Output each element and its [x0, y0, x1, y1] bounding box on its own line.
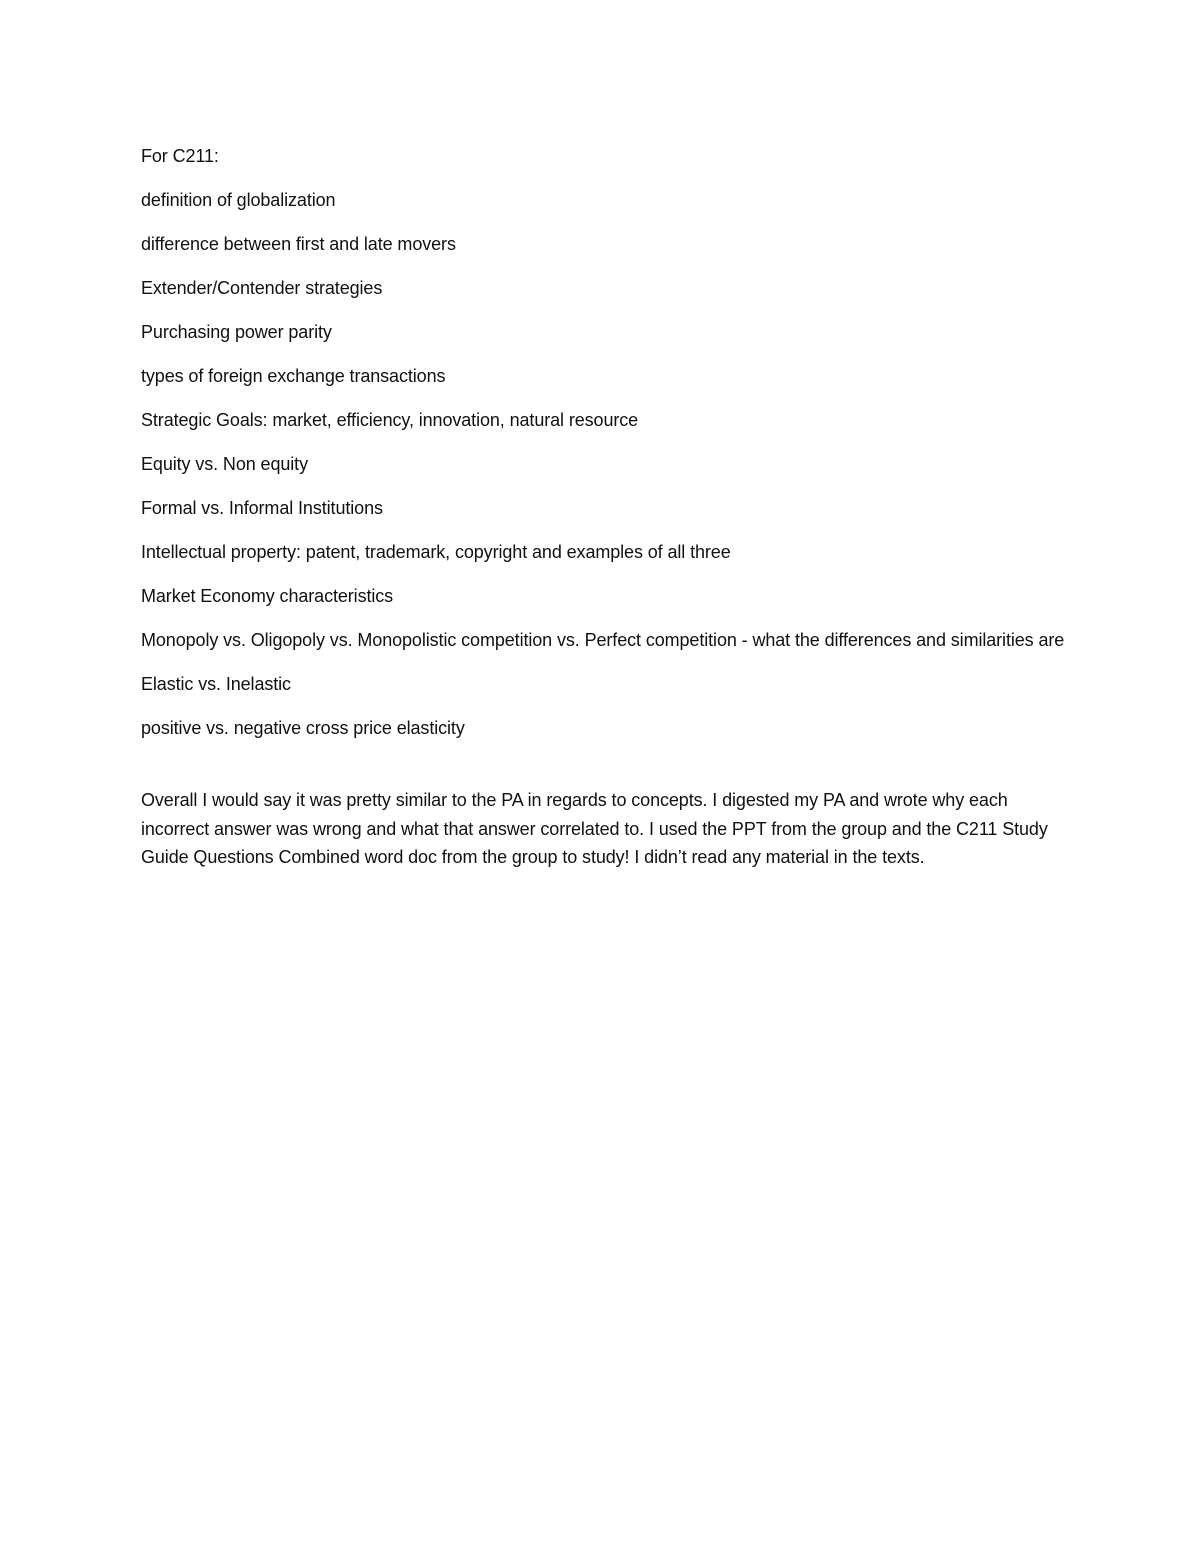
topic-item: Equity vs. Non equity [141, 454, 308, 474]
topic-item: positive vs. negative cross price elasticity [141, 718, 465, 738]
topic-item: Formal vs. Informal Institutions [141, 498, 383, 518]
topic-item: Elastic vs. Inelastic [141, 674, 291, 694]
topic-item: difference between first and late movers [141, 234, 456, 254]
topic-item: types of foreign exchange transactions [141, 366, 446, 386]
topic-item: definition of globalization [141, 190, 336, 210]
topic-list [141, 186, 1066, 742]
topic-item: Intellectual property: patent, trademark, copyright and examples of all three [141, 542, 731, 562]
document-heading: For C211: [141, 146, 219, 166]
topic-item: Monopoly vs. Oligopoly vs. Monopolistic competition vs. Perfect competition - what the differences and similarities are [141, 630, 1065, 650]
topic-item: Strategic Goals: market, efficiency, innovation, natural resource [141, 410, 639, 430]
topic-item: Market Economy characteristics [141, 586, 394, 606]
document-body [141, 142, 1066, 872]
topic-item: Purchasing power parity [141, 322, 332, 342]
topic-item: Extender/Contender strategies [141, 278, 383, 298]
summary-paragraph: Overall I would say it was pretty similar to the PA in regards to concepts. I digested my PA and wrote why each incorrect answer was wrong and what that answer correlated to. I used the PPT from the group and the C211 Study Guide Questions Combined word doc from the group to study! I didn’t read any material in the texts. [141, 790, 1048, 867]
